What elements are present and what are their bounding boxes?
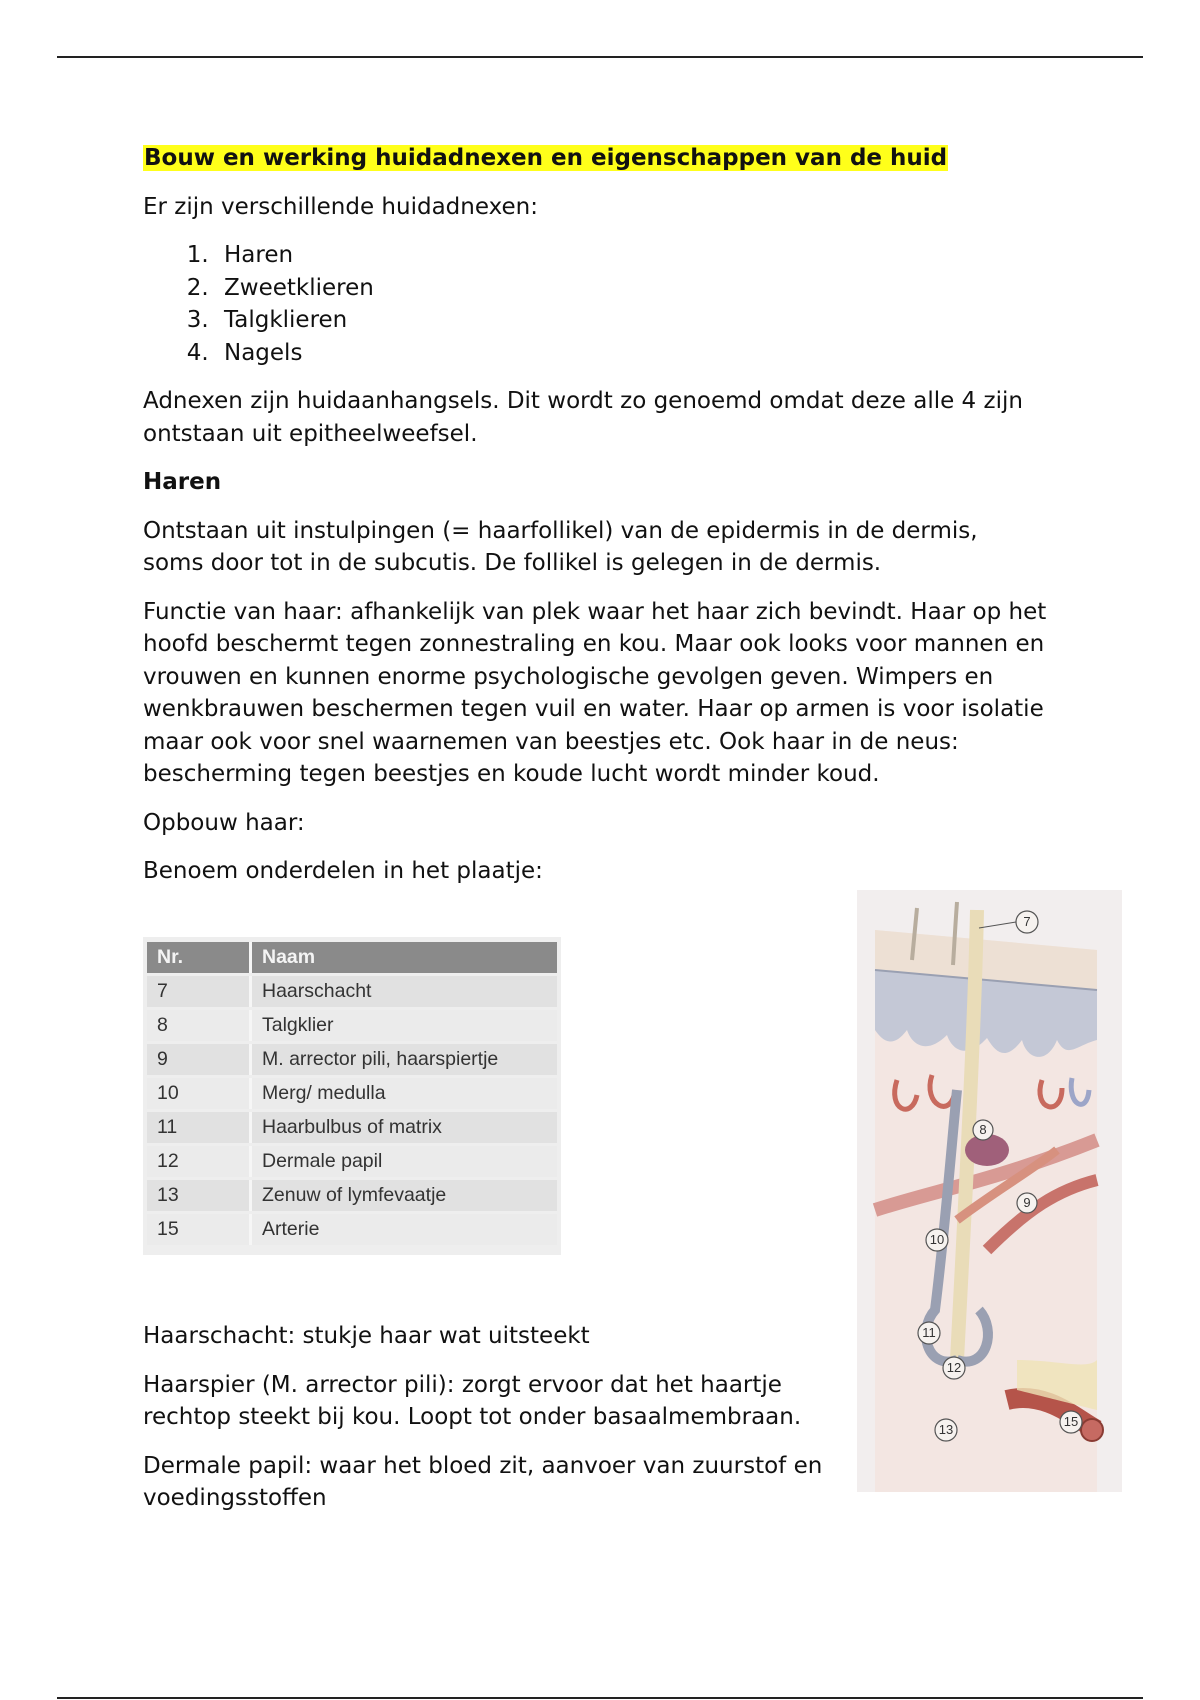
svg-text:12: 12	[946, 1360, 962, 1375]
leader-line	[979, 922, 1016, 928]
table-row	[147, 1146, 557, 1177]
svg-text:13: 13	[938, 1422, 954, 1437]
svg-text:8: 8	[979, 1122, 987, 1137]
figure-label-8	[973, 1120, 993, 1140]
table-row	[147, 1214, 557, 1245]
function-text: Functie van haar: afhankelijk van plek waar het haar zich bevindt. Haar op het hoofd beschermt tegen zonnestraling en kou. Maar ook looks voor mannen en vrouwen en kunnen enorme psychologische gevolgen geven. Wimpers en wenkbrauwen beschermen tegen vuil en water. Haar op armen is voor isolatie maar ook voor snel waarnemen van beestjes etc. Ook haar in de neus: bescherming tegen beestjes en koude lucht wordt minder koud.	[143, 598, 1047, 787]
figure-label-12	[943, 1357, 965, 1379]
section-heading: Haren	[143, 469, 222, 495]
part-number: 8	[147, 1010, 252, 1041]
note-hair-muscle: Haarspier (M. arrector pili): zorgt ervoor dat het haartje rechtop steekt bij kou. Loopt tot onder basaalmembraan.	[143, 1371, 802, 1430]
part-number: 9	[147, 1044, 252, 1075]
list-item: 1. Haren	[216, 239, 1083, 272]
part-name: Arterie	[252, 1214, 557, 1245]
document-title: Bouw en werking huidadnexen en eigenschappen van de huid	[144, 145, 948, 171]
part-number: 11	[147, 1112, 252, 1143]
figure-label-15	[1060, 1411, 1082, 1433]
column-header: Nr.	[147, 942, 252, 973]
table-row	[147, 1078, 557, 1109]
list-item: 3. Talgklieren	[216, 304, 1083, 337]
figure-label-9	[1017, 1193, 1037, 1213]
figure-label-7	[1016, 911, 1038, 933]
part-name: Talgklier	[252, 1010, 557, 1041]
svg-text:15: 15	[1063, 1414, 1079, 1429]
table-header-row	[147, 942, 557, 973]
table-row	[147, 1112, 557, 1143]
adnexa-explanation: Adnexen zijn huidaanhangsels. Dit wordt zo genoemd omdat deze alle 4 zijn ontstaan uit epitheelweefsel.	[143, 388, 1023, 447]
list-item: 2. Zweetklieren	[216, 272, 1083, 305]
part-number: 12	[147, 1146, 252, 1177]
table-row	[147, 1044, 557, 1075]
figure-label-11	[918, 1322, 940, 1344]
artery-section	[1081, 1419, 1103, 1441]
intro-text: Er zijn verschillende huidadnexen:	[143, 193, 538, 220]
part-number: 15	[147, 1214, 252, 1245]
document-body	[143, 142, 1083, 904]
title-line	[143, 142, 1083, 175]
svg-text:11: 11	[922, 1325, 936, 1340]
svg-text:7: 7	[1023, 914, 1031, 929]
svg-text:10: 10	[929, 1232, 945, 1247]
part-number: 10	[147, 1078, 252, 1109]
table-row	[147, 1010, 557, 1041]
part-name: Haarschacht	[252, 976, 557, 1007]
part-name: Haarbulbus of matrix	[252, 1112, 557, 1143]
note-dermal-papilla: Dermale papil: waar het bloed zit, aanvoer van zuurstof en voedingsstoffen	[143, 1452, 823, 1511]
parts-table-image	[143, 937, 561, 1255]
part-number: 13	[147, 1180, 252, 1211]
footer-rule	[57, 1697, 1143, 1699]
hair-follicle-drawing	[857, 890, 1122, 1492]
part-name: Merg/ medulla	[252, 1078, 557, 1109]
parts-table	[147, 939, 557, 1248]
table-row	[147, 976, 557, 1007]
notes-block	[143, 1320, 843, 1531]
list-item: 4. Nagels	[216, 337, 1083, 370]
svg-text:9: 9	[1023, 1195, 1031, 1210]
figure-label-10	[926, 1229, 948, 1251]
table-row	[147, 1180, 557, 1211]
origin-text: Ontstaan uit instulpingen (= haarfollikel) van de epidermis in de dermis, soms door tot in de subcutis. De follikel is gelegen in de dermis.	[143, 517, 978, 576]
part-number: 7	[147, 976, 252, 1007]
adnexa-list	[143, 239, 1083, 369]
structure-label: Opbouw haar:	[143, 809, 305, 836]
figure-label-13	[935, 1419, 957, 1441]
part-name: M. arrector pili, haarspiertje	[252, 1044, 557, 1075]
note-hair-shaft: Haarschacht: stukje haar wat uitsteekt	[143, 1323, 590, 1349]
column-header: Naam	[252, 942, 557, 973]
header-rule	[57, 56, 1143, 58]
task-label: Benoem onderdelen in het plaatje:	[143, 858, 543, 884]
part-name: Dermale papil	[252, 1146, 557, 1177]
hair-follicle-illustration	[857, 890, 1122, 1492]
part-name: Zenuw of lymfevaatje	[252, 1180, 557, 1211]
